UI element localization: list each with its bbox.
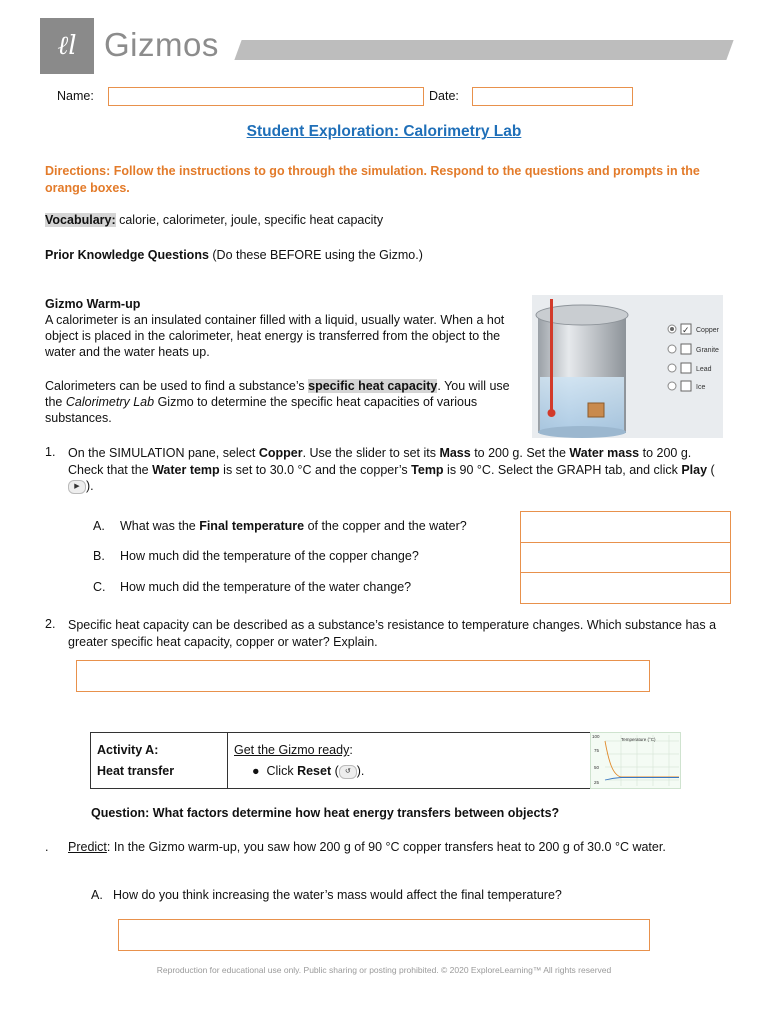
- logo: [40, 18, 94, 74]
- text: : In the Gizmo warm-up, you saw how 200 g of 90 °C copper transfers heat to 200 g of 30.0 °C water.: [106, 840, 666, 854]
- prior-note: (Do these BEFORE using the Gizmo.): [208, 248, 423, 262]
- option-lead: Lead: [696, 366, 712, 373]
- text: On the SIMULATION pane, select: [68, 446, 259, 460]
- text: (: [707, 462, 715, 477]
- text: . Use the slider to set its: [302, 446, 440, 460]
- text: Calorimeters can be used to find a substance’s: [45, 379, 309, 393]
- footer-copyright: Reproduction for educational use only. Public sharing or posting prohibited. © 2020 ExploreLearning™ All rights reserved: [156, 965, 612, 975]
- bold: Water mass: [569, 446, 640, 460]
- bold: Mass: [439, 446, 471, 460]
- q1b: [93, 549, 513, 563]
- q1b-answer-box[interactable]: [520, 542, 731, 573]
- option-ice: Ice: [696, 384, 706, 391]
- name-field[interactable]: [108, 87, 424, 106]
- text: to 200 g. Check that the: [68, 446, 692, 477]
- logo-mark: ℓl: [57, 31, 77, 61]
- header-bar: [234, 40, 733, 60]
- text: How much did the temperature of the copper change?: [120, 549, 419, 563]
- tick-100: 100: [592, 734, 600, 739]
- text: :: [349, 743, 353, 757]
- gizmo-ready-heading: Get the Gizmo ready: [234, 743, 350, 757]
- prior-knowledge: [45, 248, 725, 262]
- text: How do you think increasing the water’s mass would affect the final temperature?: [113, 888, 562, 902]
- q1a: [93, 519, 513, 533]
- bold: Reset: [297, 764, 332, 778]
- bold: Final temperature: [199, 519, 305, 533]
- tick-50: 50: [594, 765, 600, 770]
- tick-25: 25: [594, 780, 600, 785]
- q2-text: Specific heat capacity can be described as a substance’s resistance to temperature changes. Which substance has a greater specific heat capacity, copper or water? Explain.: [68, 618, 717, 649]
- q1c: [93, 580, 513, 594]
- activity-title: Heat transfer: [97, 764, 175, 778]
- vocabulary-key: Vocabulary:: [45, 213, 116, 227]
- sub-letter: A.: [91, 888, 103, 902]
- bullet: ●: [252, 764, 267, 778]
- name-label: Name:: [57, 89, 94, 103]
- q1a-answer-box[interactable]: [520, 511, 731, 543]
- sub-letter: B.: [93, 549, 105, 563]
- text: What was the: [120, 519, 200, 533]
- predict-text: [68, 839, 728, 856]
- vocabulary: [45, 213, 725, 227]
- text: (: [331, 764, 339, 778]
- highlight-specific-heat: specific heat capacity: [308, 379, 438, 393]
- graph-title: Temperature (°C): [621, 737, 656, 742]
- text: Click: [266, 764, 298, 778]
- text: to 200 g. Set the: [470, 446, 570, 460]
- sub-letter: C.: [93, 580, 106, 594]
- text: Gizmo to determine the specific heat capacities of various substances.: [45, 395, 478, 425]
- q1-number: 1.: [45, 445, 56, 459]
- option-granite: Granite: [696, 347, 719, 354]
- directions: Directions: Follow the instructions to go through the simulation. Respond to the questions and prompts in the orange boxes.: [45, 164, 700, 195]
- reset-icon: ↺: [339, 765, 357, 779]
- warmup-heading: Gizmo Warm-up: [45, 297, 141, 311]
- text: ).: [356, 764, 365, 778]
- brand-name: Gizmos: [104, 26, 219, 63]
- warmup-paragraph-1: A calorimeter is an insulated container filled with a liquid, usually water. When a hot object is placed in the calorimeter, heat energy is transferred from the object to the water and the water heats up.: [45, 313, 505, 359]
- bold: Copper: [258, 446, 303, 460]
- text: is set to 30.0 °C and the copper’s: [219, 462, 412, 477]
- q1-text: [68, 445, 728, 495]
- svg-text:✓: ✓: [682, 325, 690, 335]
- text: ).: [86, 479, 94, 493]
- activity-question: Question: What factors determine how heat energy transfers between objects?: [91, 806, 560, 820]
- tick-75: 75: [594, 748, 600, 753]
- play-icon: ▶: [68, 480, 86, 494]
- text: of the copper and the water?: [304, 519, 467, 533]
- q2-number: 2.: [45, 617, 56, 631]
- bold: Play: [681, 462, 708, 477]
- predict-label: Predict: [68, 840, 107, 854]
- gizmo-name: Calorimetry Lab: [65, 395, 155, 409]
- text: is 90 °C. Select the GRAPH tab, and click: [443, 462, 682, 477]
- predict-marker: .: [45, 840, 49, 854]
- option-copper: Copper: [696, 327, 719, 334]
- text: How much did the temperature of the water change?: [120, 580, 412, 594]
- bold: Water temp: [152, 462, 220, 477]
- activity-name-cell: [91, 733, 228, 789]
- predict-a-answer-box[interactable]: [118, 919, 650, 951]
- predict-a: [91, 888, 651, 902]
- calorimeter-image: [532, 295, 723, 438]
- calorimeter-illustration: [532, 295, 723, 438]
- q1c-answer-box[interactable]: [520, 572, 731, 604]
- sub-letter: A.: [93, 519, 105, 533]
- page-title: Student Exploration: Calorimetry Lab: [246, 123, 522, 140]
- vocabulary-terms: calorie, calorimeter, joule, specific heat capacity: [115, 213, 384, 227]
- temperature-graph-image: [590, 732, 681, 789]
- prior-heading: Prior Knowledge Questions: [45, 248, 209, 262]
- warmup-paragraph-2: [45, 378, 525, 426]
- text: . You will use the: [45, 379, 510, 409]
- graph-illustration: [591, 733, 680, 788]
- activity-label: Activity A:: [97, 743, 159, 757]
- date-field[interactable]: [472, 87, 633, 106]
- bold: Temp: [411, 462, 444, 477]
- q2-answer-box[interactable]: [76, 660, 650, 692]
- date-label: Date:: [429, 89, 459, 103]
